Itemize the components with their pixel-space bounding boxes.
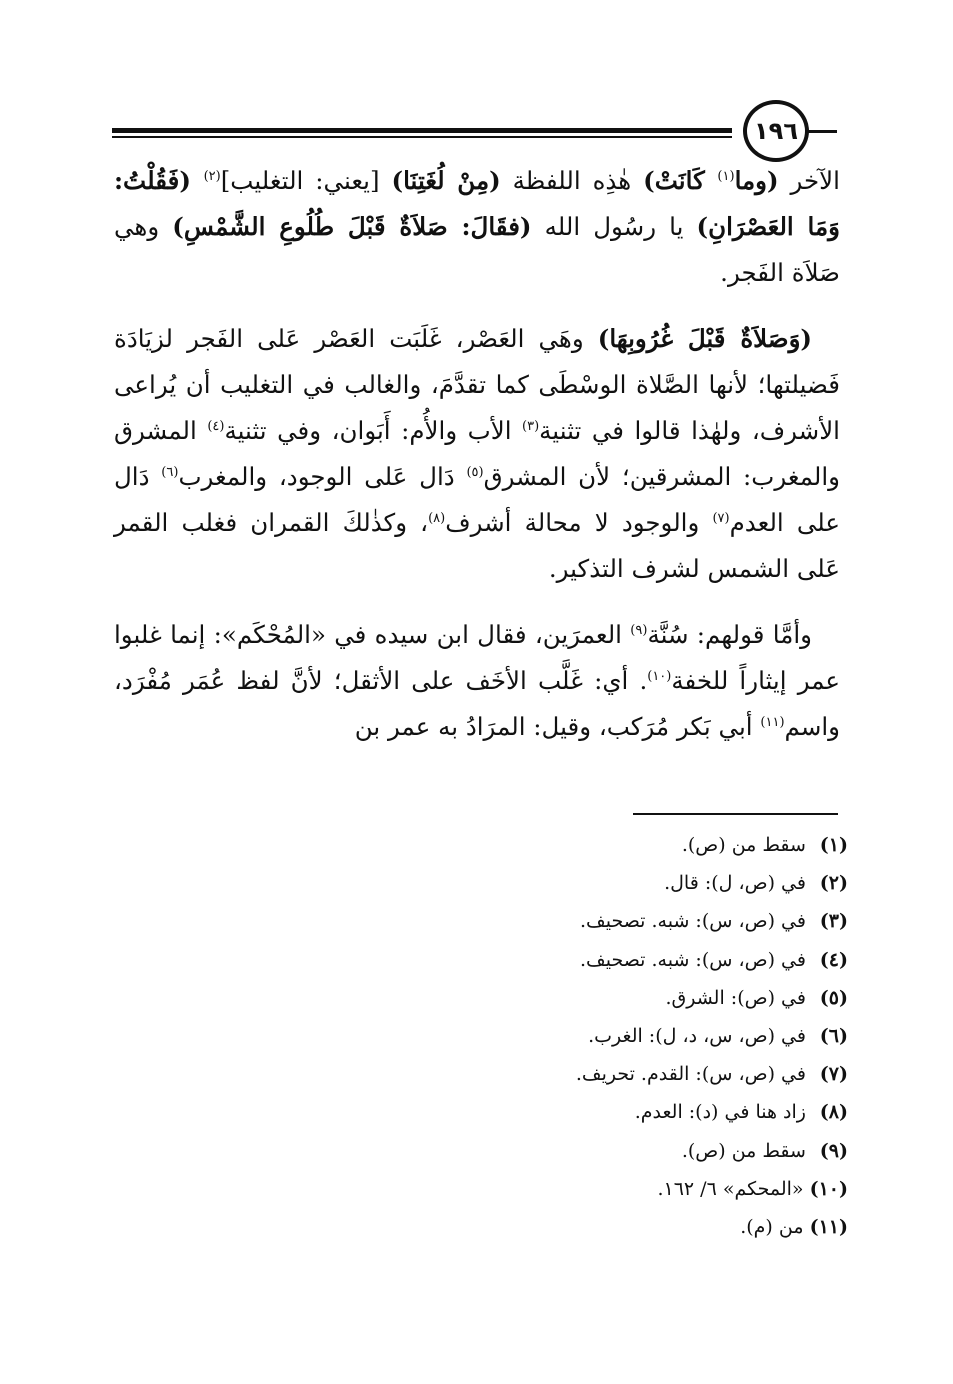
commentary-text: يا رسُول الله <box>531 212 697 241</box>
hadith-text: كَانَتْ) <box>643 166 718 195</box>
footnotes <box>348 826 848 1246</box>
paragraph-1 <box>114 158 840 296</box>
footnote-text: في (ص، س، د، ل): الغرب. <box>588 1025 806 1048</box>
footnote-number: (٣) <box>819 910 848 933</box>
footnote-text: زاد هنا في (د): العدم. <box>634 1101 806 1124</box>
commentary-text: الأب والأُم: أَبَوان، وفي تثنية <box>224 416 523 445</box>
footnote-number: (١٠) <box>809 1177 848 1200</box>
commentary-text: دَال على العدم <box>114 462 840 537</box>
footnote-text: من (م). <box>740 1216 804 1239</box>
footnote-reference: (٨) <box>428 510 446 526</box>
footnote-item <box>348 1017 848 1055</box>
footnote-number: (٧) <box>819 1063 848 1086</box>
commentary-text: وهَي العَصْر، غَلَبَت العَصْر عَلى الفَجر لزيَادَة فَضيلتها؛ لأنها الصَّلاة الوسْطَى كما تقدَّمَ، والغالب في التغليب أن يُراعى الأشرف، ولهٰذا قالوا في تثنية <box>114 324 840 445</box>
footnote-number: (٥) <box>819 986 848 1009</box>
paragraph-3 <box>114 612 840 750</box>
footnote-number: (١) <box>819 834 848 856</box>
footnote-item <box>348 1208 848 1246</box>
commentary-text: وهي صَلاَة الفَجر. <box>114 212 840 287</box>
footnote-reference: (٢) <box>203 168 221 184</box>
header-rule-thick <box>112 128 732 133</box>
commentary-text: أبي بَكر مُرَكب، وقيل: المرَادُ به عمر بن <box>354 712 761 741</box>
footnote-reference: (٤) <box>207 418 225 434</box>
commentary-text: المشرق والمغرب: المشرقين؛ لأن المشرق <box>114 416 840 491</box>
footnote-text: في (ص، س): شبه. تصحيف. <box>580 910 806 933</box>
page-number: ١٩٦ <box>743 100 809 162</box>
footnote-item <box>348 826 848 864</box>
commentary-text: وأمَّا قولهم: سُنَّة <box>647 620 813 649</box>
footnote-reference: (٥) <box>466 464 484 480</box>
footnote-reference: (٧) <box>712 510 730 526</box>
footnote-text: في (ص، س): شبه. تصحيف. <box>580 948 806 971</box>
footnote-reference: (١١) <box>760 714 785 730</box>
commentary-text: ، وكذٰلكَ القمران فغلب القمر عَلى الشمس لشرف التذكير. <box>114 508 840 583</box>
commentary-text: الآخر <box>778 166 840 195</box>
footnote-text: في (ص، س): القدم. تحريف. <box>575 1063 806 1086</box>
commentary-text: . أي: غَلَّب الأخَف على الأثقل؛ لأنَّ لفظ عُمَر مُفْرَد، واسم <box>114 666 840 741</box>
footnote-item <box>348 1132 848 1170</box>
footnote-number: (٩) <box>819 1139 848 1162</box>
footnote-item <box>348 864 848 902</box>
commentary-text: والوجود لا محالة أشرف <box>445 508 713 537</box>
footnote-text: في (ص، ل): قال. <box>664 872 806 895</box>
footnote-reference: (٣) <box>522 418 540 434</box>
footnote-reference: (١) <box>717 168 735 184</box>
footnote-reference: (٩) <box>630 622 648 638</box>
hadith-text: (وما <box>734 166 779 195</box>
footnote-text: سقط من (ص). <box>681 834 806 856</box>
footnote-number: (٨) <box>819 1101 848 1124</box>
footnote-text: «المحكم» ٦/ ١٦٢. <box>657 1177 804 1200</box>
footnote-reference: (٦) <box>161 464 179 480</box>
hadith-text: (فَقُلْتُ: وَمَا العَصْرَانِ) <box>114 166 840 241</box>
hadith-text: (مِنْ لُغَتِنَا) <box>391 166 501 195</box>
main-text <box>114 158 840 770</box>
footnote-number: (٦) <box>819 1025 848 1048</box>
footnote-number: (٤) <box>819 948 848 971</box>
footnote-reference: (١٠) <box>647 668 672 684</box>
hadith-text: (فقَالَ: صَلاَةٌ قَبْلَ طُلُوعِ الشَّمْسِ) <box>172 212 532 241</box>
footnote-number: (١١) <box>809 1216 848 1239</box>
hadith-text: (وَصَلاَةٌ قَبْلَ غُرُوبِهَا) <box>597 324 813 353</box>
paragraph-2 <box>114 316 840 592</box>
header-rule-thin <box>112 136 732 138</box>
footnote-item <box>348 941 848 979</box>
footnote-item <box>348 902 848 940</box>
commentary-text: هٰذِه اللفظة <box>500 166 644 195</box>
footnote-item <box>348 1055 848 1093</box>
footnote-text: في (ص): الشرق. <box>665 986 806 1009</box>
commentary-text: دَال عَلى الوجود، والمغرب <box>178 462 467 491</box>
footnote-item <box>348 1170 848 1208</box>
footnote-item <box>348 979 848 1017</box>
footnote-separator <box>633 813 838 815</box>
footnote-text: سقط من (ص). <box>681 1139 806 1162</box>
commentary-text: العمرَين، فقال ابن سيده في «المُحْكَم»: إنما غلبوا عمر إيثاراً للخفة <box>114 620 840 695</box>
footnote-number: (٢) <box>819 872 848 895</box>
footnote-item <box>348 1093 848 1131</box>
commentary-text: [يعني: التغليب] <box>220 166 392 195</box>
